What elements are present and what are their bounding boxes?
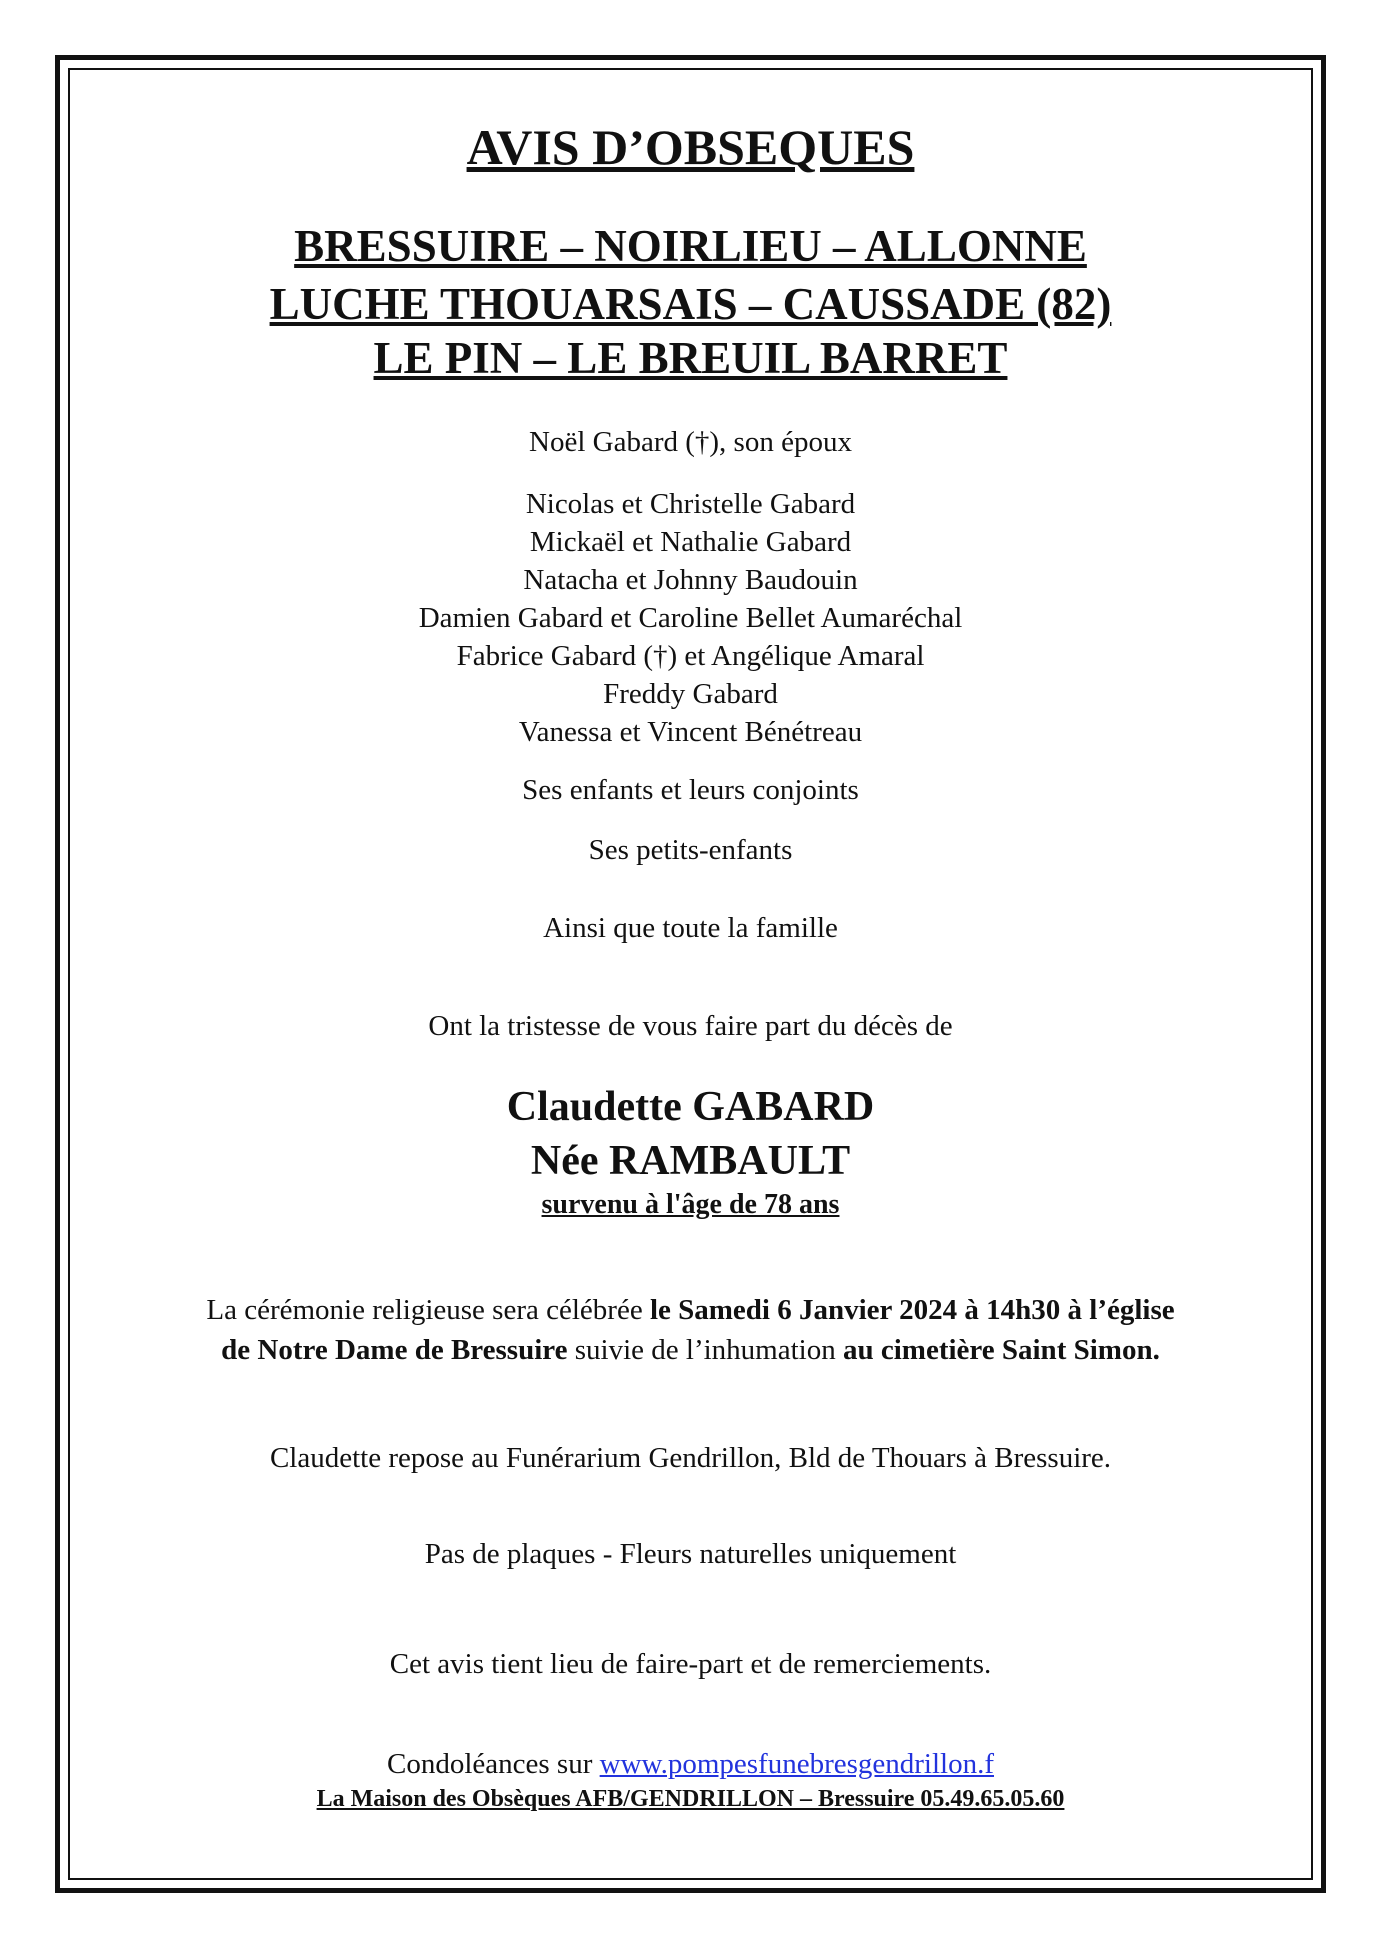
location-line-2: LUCHE THOUARSAIS – CAUSSADE (82) bbox=[269, 279, 1112, 329]
family-label: Ainsi que toute la famille bbox=[543, 912, 838, 944]
location-line-3: LE PIN – LE BREUIL BARRET bbox=[373, 333, 1008, 383]
flowers-line: Pas de plaques - Fleurs naturelles uniquement bbox=[424, 1538, 957, 1570]
child-line: Nicolas et Christelle Gabard bbox=[525, 488, 856, 520]
condolences-label: Condoléances sur bbox=[387, 1748, 600, 1780]
grandchildren-label: Ses petits-enfants bbox=[588, 834, 793, 866]
children-label: Ses enfants et leurs conjoints bbox=[522, 774, 859, 806]
rest-place-line: Claudette repose au Funérarium Gendrillon, Bld de Thouars à Bressuire. bbox=[269, 1442, 1112, 1474]
spouse-line: Noël Gabard (†), son époux bbox=[529, 426, 852, 458]
deceased-maiden-name: Née RAMBAULT bbox=[530, 1138, 851, 1184]
child-line: Mickaël et Nathalie Gabard bbox=[529, 526, 852, 558]
footer-funeral-home: La Maison des Obsèques AFB/GENDRILLON – Bressuire 05.49.65.05.60 bbox=[316, 1786, 1065, 1812]
deceased-age: survenu à l'âge de 78 ans bbox=[541, 1189, 840, 1220]
ceremony-line-2 bbox=[68, 1332, 1313, 1368]
announcement-line: Ont la tristesse de vous faire part du décès de bbox=[428, 1010, 953, 1042]
child-line: Vanessa et Vincent Bénétreau bbox=[518, 716, 863, 748]
child-line: Natacha et Johnny Baudouin bbox=[523, 564, 858, 596]
location-line-1: BRESSUIRE – NOIRLIEU – ALLONNE bbox=[294, 221, 1087, 271]
notice-title: AVIS D’OBSEQUES bbox=[466, 119, 915, 175]
notice-line: Cet avis tient lieu de faire-part et de remerciements. bbox=[389, 1648, 992, 1680]
child-line: Freddy Gabard bbox=[603, 678, 778, 710]
child-line: Fabrice Gabard (†) et Angélique Amaral bbox=[456, 640, 925, 672]
ceremony-cemetery: au cimetière Saint Simon. bbox=[842, 1334, 1160, 1366]
child-line: Damien Gabard et Caroline Bellet Aumaréchal bbox=[418, 602, 963, 634]
ceremony-text: La cérémonie religieuse sera célébrée bbox=[206, 1294, 650, 1326]
condolences-line bbox=[68, 1746, 1313, 1782]
ceremony-date: le Samedi 6 Janvier 2024 à 14h30 à l’église bbox=[649, 1294, 1175, 1326]
condolences-link[interactable]: www.pompesfunebresgendrillon.f bbox=[599, 1748, 994, 1780]
ceremony-church: de Notre Dame de Bressuire bbox=[221, 1334, 568, 1366]
ceremony-text: suivie de l’inhumation bbox=[567, 1334, 843, 1366]
deceased-name: Claudette GABARD bbox=[506, 1084, 875, 1130]
ceremony-line-1 bbox=[68, 1292, 1313, 1328]
